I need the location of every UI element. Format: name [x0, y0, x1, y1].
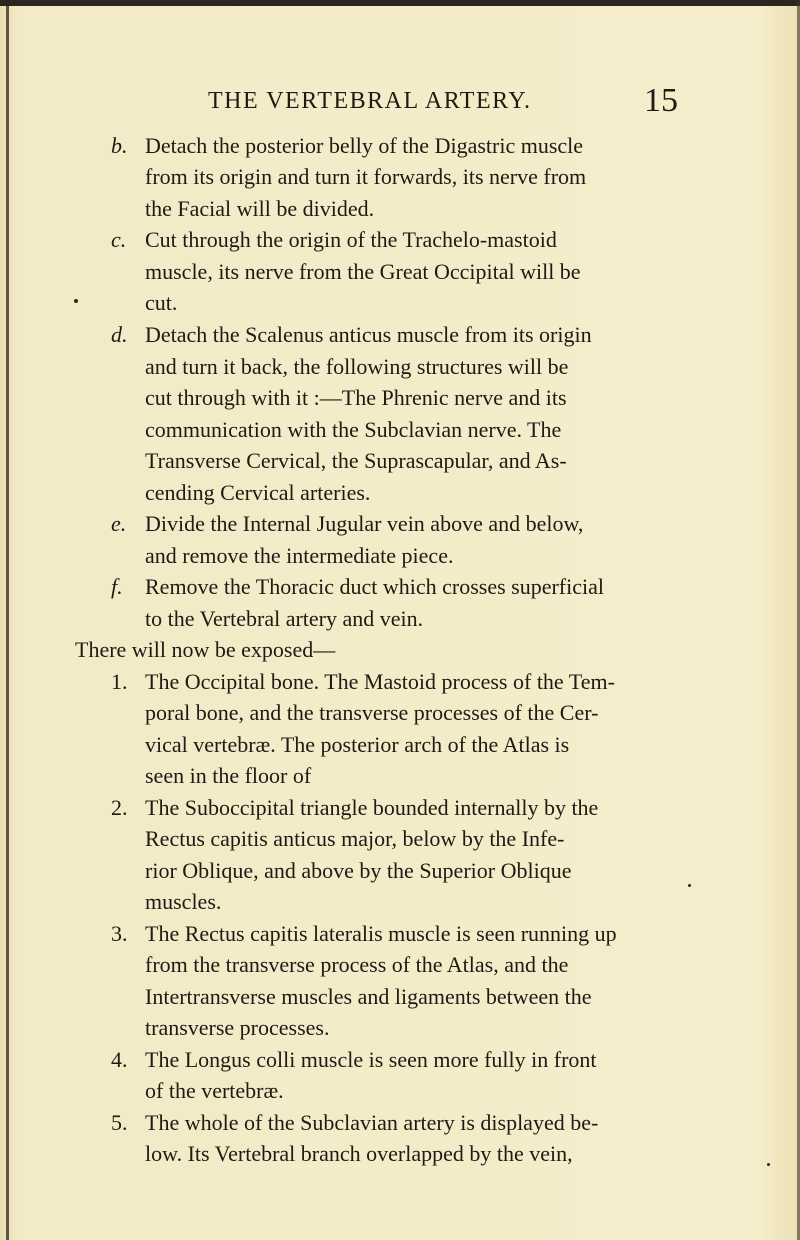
text-line: cut. — [145, 290, 178, 315]
text-line: Remove the Thoracic duct which crosses superficial — [145, 574, 604, 599]
text-line: muscle, its nerve from the Great Occipital will be — [145, 259, 581, 284]
text-line: Detach the Scalenus anticus muscle from its origin — [145, 322, 592, 347]
item-number: 3. — [111, 921, 128, 946]
text-line: cending Cervical arteries. — [145, 480, 371, 505]
text-line: Divide the Internal Jugular vein above and below, — [145, 511, 584, 536]
text-line: Rectus capitis anticus major, below by the Infe- — [145, 826, 565, 851]
text-line: and remove the intermediate piece. — [145, 543, 454, 568]
page-number: 15 — [644, 82, 678, 119]
text-line: Cut through the origin of the Trachelo-mastoid — [145, 227, 557, 252]
text-line: The Suboccipital triangle bounded internally by the — [145, 795, 599, 820]
step-marker: c. — [111, 227, 127, 252]
text-line: Intertransverse muscles and ligaments between the — [145, 984, 592, 1009]
item-number: 1. — [111, 669, 128, 694]
text-line: poral bone, and the transverse processes of the Cer- — [145, 700, 599, 725]
text-line: from its origin and turn it forwards, its nerve from — [145, 164, 587, 189]
text-line: The Occipital bone. The Mastoid process of the Tem- — [145, 669, 615, 694]
item-number: 5. — [111, 1110, 128, 1135]
text-line: communication with the Subclavian nerve. The — [145, 417, 562, 442]
text-line: vical vertebræ. The posterior arch of the Atlas is — [145, 732, 570, 757]
text-line: The whole of the Subclavian artery is displayed be- — [145, 1110, 599, 1135]
text-line: cut through with it :—The Phrenic nerve and its — [145, 385, 567, 410]
text-line: of the vertebræ. — [145, 1078, 284, 1103]
step-marker: f. — [111, 574, 123, 599]
text-line: transverse processes. — [145, 1015, 330, 1040]
text-line: The Longus colli muscle is seen more fully in front — [145, 1047, 597, 1072]
running-title: THE VERTEBRAL ARTERY. — [208, 88, 532, 114]
text-line: muscles. — [145, 889, 222, 914]
text-line: The Rectus capitis lateralis muscle is seen running up — [145, 921, 617, 946]
step-marker: d. — [111, 322, 128, 347]
item-number: 4. — [111, 1047, 128, 1072]
text-line: to the Vertebral artery and vein. — [145, 606, 424, 631]
step-marker: e. — [111, 511, 127, 536]
text-line: Transverse Cervical, the Suprascapular, and As- — [145, 448, 567, 473]
text-line: from the transverse process of the Atlas, and the — [145, 952, 569, 977]
text-line: rior Oblique, and above by the Superior Oblique — [145, 858, 572, 883]
text-line: low. Its Vertebral branch overlapped by the vein, — [145, 1141, 573, 1166]
text-line: Detach the posterior belly of the Digastric muscle — [145, 133, 584, 158]
text-line: and turn it back, the following structures will be — [145, 354, 569, 379]
step-marker: b. — [111, 133, 128, 158]
text-line: seen in the floor of — [145, 763, 312, 788]
item-number: 2. — [111, 795, 128, 820]
intro-line: There will now be exposed— — [75, 637, 336, 662]
text-line: the Facial will be divided. — [145, 196, 375, 221]
